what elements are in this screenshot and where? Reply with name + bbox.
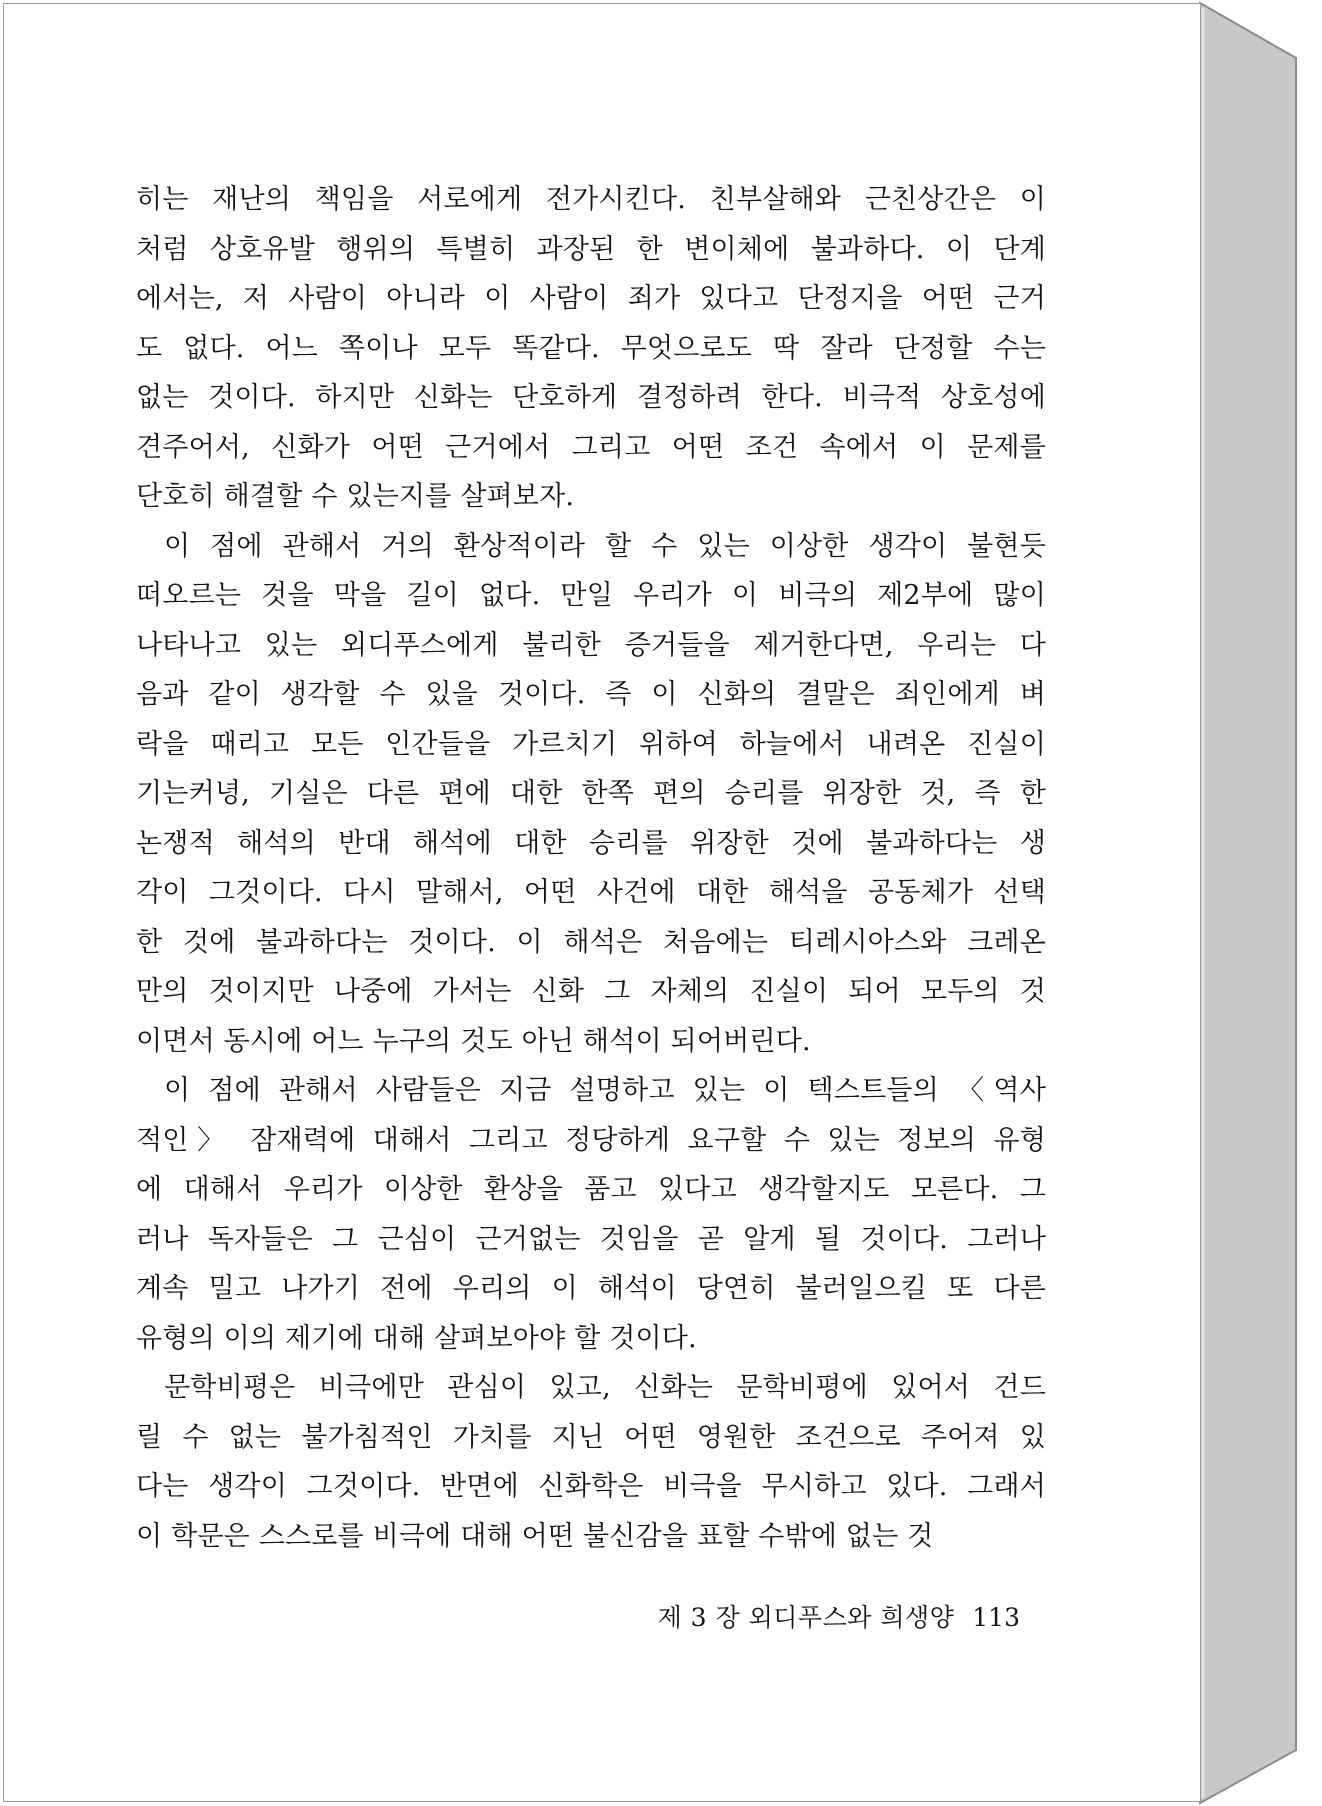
page-footer bbox=[600, 1598, 1020, 1638]
text-line: 단호히 해결할 수 있는지를 살펴보자. bbox=[136, 481, 575, 512]
paragraph bbox=[136, 175, 1046, 522]
text-line: 에 대해서 우리가 이상한 환상을 품고 있다고 생각할지도 모른다. 그 bbox=[136, 1174, 1046, 1205]
chapter-title: 제 3 장 외디푸스와 희생양 bbox=[657, 1603, 955, 1632]
text-line: 처럼 상호유발 행위의 특별히 과장된 한 변이체에 불과하다. 이 단계 bbox=[136, 233, 1046, 265]
text-line: 릴 수 없는 불가침적인 가치를 지닌 어떤 영원한 조건으로 주어져 있 bbox=[136, 1421, 1046, 1453]
text-line: 이면서 동시에 어느 누구의 것도 아닌 해석이 되어버린다. bbox=[136, 1025, 811, 1057]
text-line: 없는 것이다. 하지만 신화는 단호하게 결정하려 한다. 비극적 상호성에 bbox=[136, 382, 1046, 413]
text-line: 만의 것이지만 나중에 가서는 신화 그 자체의 진실이 되어 모두의 것 bbox=[136, 976, 1046, 1007]
text-line: 나타나고 있는 외디푸스에게 불리한 증거들을 제거한다면, 우리는 다 bbox=[136, 629, 1046, 661]
text-line: 음과 같이 생각할 수 있을 것이다. 즉 이 신화의 결말은 죄인에게 벼 bbox=[136, 679, 1046, 710]
text-line: 이 학문은 스스로를 비극에 대해 어떤 불신감을 표할 수밖에 없는 것 bbox=[136, 1520, 934, 1552]
page-number: 113 bbox=[972, 1603, 1020, 1632]
text-line: 기는커녕, 기실은 다른 편에 대한 한쪽 편의 승리를 위장한 것, 즉 한 bbox=[136, 778, 1046, 809]
text-line: 떠오르는 것을 막을 길이 없다. 만일 우리가 이 비극의 제2부에 많이 bbox=[136, 580, 1046, 611]
text-line: 이 점에 관해서 거의 환상적이라 할 수 있는 이상한 생각이 불현듯 bbox=[164, 530, 1046, 562]
paragraph bbox=[136, 1066, 1046, 1363]
text-line: 계속 밀고 나가기 전에 우리의 이 해석이 당연히 불러일으킬 또 다른 bbox=[136, 1273, 1046, 1304]
text-line: 견주어서, 신화가 어떤 근거에서 그리고 어떤 조건 속에서 이 문제를 bbox=[136, 431, 1046, 463]
text-line: 유형의 이의 제기에 대해 살펴보아야 할 것이다. bbox=[136, 1322, 697, 1354]
book-side-panel bbox=[1200, 3, 1296, 1803]
text-line: 다는 생각이 그것이다. 반면에 신화학은 비극을 무시하고 있다. 그래서 bbox=[136, 1471, 1046, 1502]
paragraph bbox=[136, 1363, 1046, 1561]
text-line: 에서는, 저 사람이 아니라 이 사람이 죄가 있다고 단정지을 어떤 근거 bbox=[136, 283, 1046, 314]
text-line: 러나 독자들은 그 근심이 근거없는 것임을 곧 알게 될 것이다. 그러나 bbox=[136, 1223, 1046, 1255]
text-line: 각이 그것이다. 다시 말해서, 어떤 사건에 대한 해석을 공동체가 선택 bbox=[136, 877, 1046, 908]
text-line: 문학비평은 비극에만 관심이 있고, 신화는 문학비평에 있어서 건드 bbox=[164, 1372, 1046, 1403]
paragraph bbox=[136, 522, 1046, 1067]
text-line: 히는 재난의 책임을 서로에게 전가시킨다. 친부살해와 근친상간은 이 bbox=[136, 184, 1046, 215]
body-text bbox=[136, 175, 1046, 1561]
text-line: 한 것에 불과하다는 것이다. 이 해석은 처음에는 티레시아스와 크레온 bbox=[136, 926, 1046, 958]
text-line: 도 없다. 어느 쪽이나 모두 똑같다. 무엇으로도 딱 잘라 단정할 수는 bbox=[136, 332, 1046, 364]
text-line: 락을 때리고 모든 인간들을 가르치기 위하여 하늘에서 내려온 진실이 bbox=[136, 728, 1046, 760]
text-line: 논쟁적 해석의 반대 해석에 대한 승리를 위장한 것에 불과하다는 생 bbox=[136, 827, 1046, 859]
text-line: 이 점에 관해서 사람들은 지금 설명하고 있는 이 텍스트들의 〈역사 bbox=[164, 1075, 1046, 1106]
text-line: 적인〉 잠재력에 대해서 그리고 정당하게 요구할 수 있는 정보의 유형 bbox=[136, 1124, 1046, 1156]
